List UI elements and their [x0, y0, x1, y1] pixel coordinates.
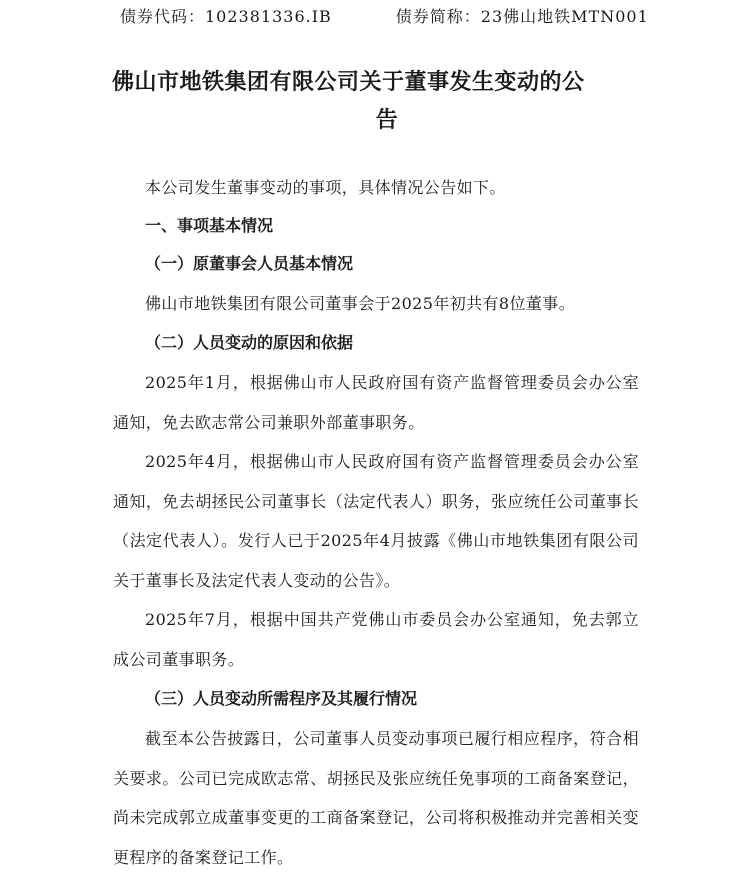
subsection-heading-1: （一）原董事会人员基本情况 [145, 253, 354, 273]
document-body [113, 168, 639, 877]
section-heading-1: 一、事项基本情况 [145, 215, 274, 235]
subsection-2-paragraph-3: 2025年7月，根据中国共产党佛山市委员会办公室通知，免去郭立成公司董事职务。 [113, 610, 639, 669]
page-header [120, 4, 649, 27]
document-title-line2: 告 [375, 108, 399, 133]
bond-short-name: 债券简称：23佛山地铁MTN001 [395, 7, 649, 26]
subsection-heading-2: （二）人员变动的原因和依据 [145, 333, 354, 352]
subsection-2-paragraph-2: 2025年4月，根据佛山市人民政府国有资产监督管理委员会办公室通知，免去胡拯民公司董事长（法定代表人）职务，张应统任公司董事长（法定代表人）。发行人已于2025年4月披露《佛山市地铁集团有限公司关于董事长及法定代表人变动的公告》。 [113, 452, 639, 590]
subsection-2-paragraph-1: 2025年1月，根据佛山市人民政府国有资产监督管理委员会办公室通知，免去欧志常公司兼职外部董事职务。 [113, 373, 639, 432]
document-title-line1: 佛山市地铁集团有限公司关于董事发生变动的公 [112, 70, 585, 95]
document-title [112, 64, 632, 140]
subsection-heading-3: （三）人员变动所需程序及其履行情况 [145, 689, 418, 708]
subsection-3-paragraph-1: 截至本公告披露日，公司董事人员变动事项已履行相应程序，符合相关要求。公司已完成欧志常、胡拯民及张应统任免事项的工商备案登记，尚未完成郭立成董事变更的工商备案登记，公司将积极推动并完善相关变更程序的备案登记工作。 [113, 729, 639, 867]
subsection-1-paragraph: 佛山市地铁集团有限公司董事会于2025年初共有8位董事。 [145, 293, 576, 313]
intro-paragraph: 本公司发生董事变动的事项，具体情况公告如下。 [145, 178, 506, 197]
bond-code: 债券代码：102381336.IB [120, 7, 332, 26]
